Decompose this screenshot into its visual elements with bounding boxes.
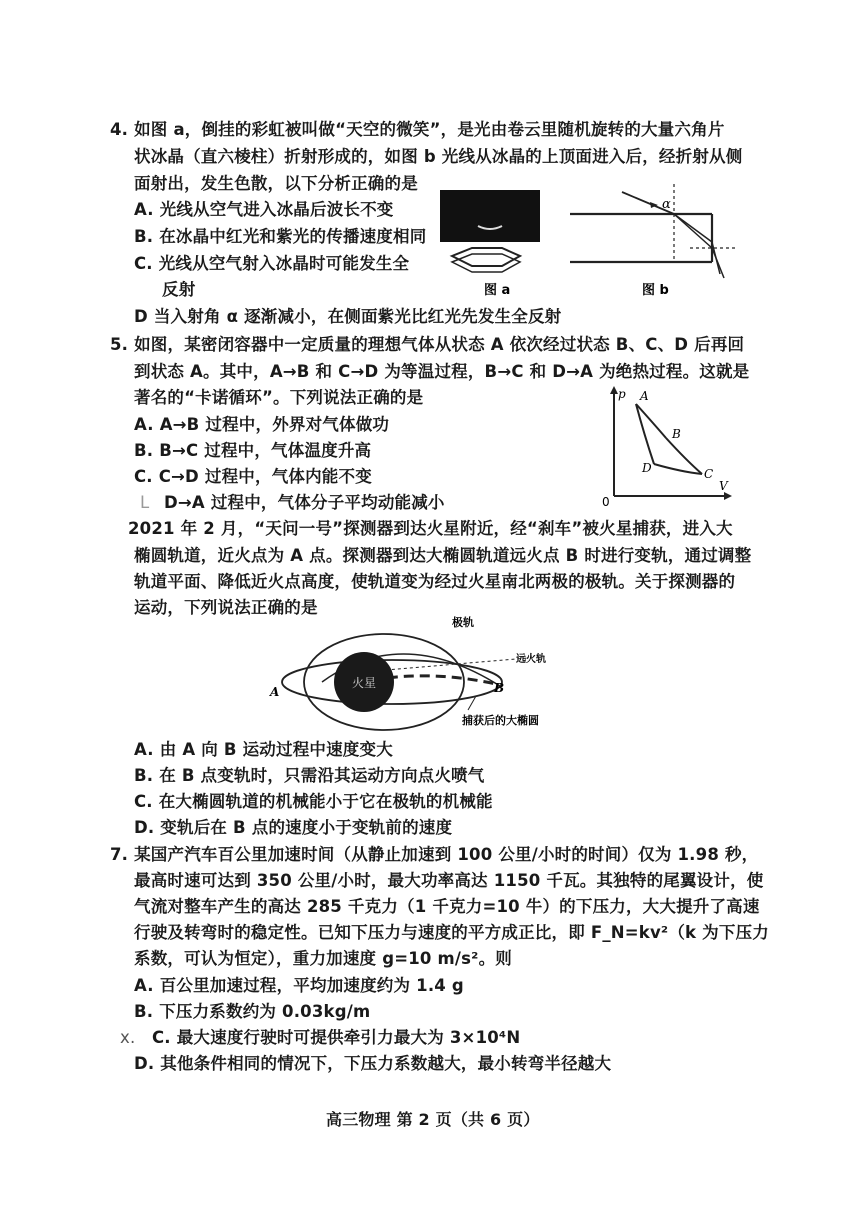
v-axis-label: V: [719, 479, 728, 493]
q6-line-4: 运动，下列说法正确的是: [134, 598, 318, 617]
q7-option-d: D. 其他条件相同的情况下，下压力系数越大，最小转弯半径越大: [134, 1054, 612, 1073]
q4-line-2: 状冰晶（直六棱柱）折射形成的，如图 b 光线从冰晶的上顶面进入后，经折射从侧: [134, 147, 743, 166]
q6-line-2: 椭圆轨道，近火点为 A 点。探测器到达大椭圆轨道远火点 B 时进行变轨，通过调整: [134, 546, 752, 565]
q4-option-c-2: 反射: [162, 280, 196, 299]
point-a-label: A: [640, 389, 649, 403]
figure-a: [438, 186, 548, 302]
mars-label: 火星: [352, 676, 377, 690]
hexagonal-crystal-bottom: [452, 254, 520, 272]
figure-b: [562, 178, 742, 300]
q5-option-c: C. C→D 过程中，气体内能不变: [134, 467, 372, 486]
alpha-label: α: [662, 197, 671, 212]
q5-line-1: 5. 如图，某密闭容器中一定质量的理想气体从状态 A 依次经过状态 B、C、D 后再回: [110, 335, 745, 354]
polar-orbit-label: 极轨: [452, 616, 474, 629]
p-axis-label: p: [618, 387, 626, 401]
refracted-ray-2: [674, 214, 712, 248]
q6-option-c: C. 在大椭圆轨道的机械能小于它在极轨的机械能: [134, 792, 493, 811]
ellipse-label: 捕获后的大椭圆: [462, 714, 539, 727]
q7-line-4: 行驶及转弯时的稳定性。已知下压力与速度的平方成正比，即 F_N=kv²（k 为下压力: [134, 923, 769, 942]
q5-line-3: 著名的“卡诺循环”。下列说法正确的是: [134, 388, 424, 407]
q6-option-d: D. 变轨后在 B 点的速度小于变轨前的速度: [134, 818, 453, 837]
q7-option-c: C. 最大速度行驶时可提供牵引力最大为 3×10⁴N: [152, 1028, 521, 1047]
page-footer: 高三物理 第 2 页（共 6 页）: [326, 1110, 540, 1129]
q7-option-a: A. 百公里加速过程，平均加速度约为 1.4 g: [134, 976, 464, 995]
q6-line-1: 2021 年 2 月，“天问一号”探测器到达火星附近，经“刹车”被火星捕获，进入大: [128, 519, 733, 538]
pv-diagram: [598, 384, 738, 508]
q7-line-1: 7. 某国产汽车百公里加速时间（从静止加速到 100 公里/小时的时间）仅为 1.98 秒，: [110, 845, 759, 864]
point-a-label: A: [270, 685, 280, 699]
exit-ray-2: [712, 248, 724, 278]
q5-option-b: B. B→C 过程中，气体温度升高: [134, 441, 372, 460]
q7-line-5: 系数，可认为恒定），重力加速度 g=10 m/s²。则: [134, 949, 513, 968]
q7-option-c-prefix: ⅹ.: [120, 1028, 136, 1047]
q4-line-1: 4. 如图 a，倒挂的彩虹被叫做“天空的微笑”，是光由卷云里随机旋转的大量六角片: [110, 120, 725, 139]
point-b-label: B: [672, 427, 681, 441]
origin-label: 0: [602, 495, 610, 508]
p-axis-arrow: [610, 386, 618, 394]
q4-option-c-1: C. 光线从空气射入冰晶时可能发生全: [134, 254, 410, 273]
figure-a-label: 图 a: [484, 283, 511, 298]
q4-option-a: A. 光线从空气进入冰晶后波长不变: [134, 200, 394, 219]
q7-line-3: 气流对整车产生的高达 285 千克力（1 千克力=10 牛）的下压力，大大提升了高速: [134, 897, 760, 916]
rainbow-photo: [440, 190, 540, 242]
q7-line-2: 最高时速可达到 350 公里/小时，最大功率高达 1150 千瓦。其独特的尾翼设计，使: [134, 871, 764, 890]
v-axis-arrow: [724, 492, 732, 500]
figure-b-label: 图 b: [642, 283, 669, 298]
q6-option-a: A. 由 A 向 B 运动过程中速度变大: [134, 740, 393, 759]
q4-line-3: 面射出，发生色散，以下分析正确的是: [134, 174, 418, 193]
orbit-diagram: [262, 610, 592, 734]
point-c-label: C: [704, 467, 714, 481]
q5-option-a: A. A→B 过程中，外界对气体做功: [134, 415, 390, 434]
far-orbit-label: 远火轨: [516, 654, 546, 665]
point-b-label: B: [494, 681, 505, 695]
q5-option-d: D→A 过程中，气体分子平均动能减小: [164, 493, 445, 512]
q6-option-b: B. 在 B 点变轨时，只需沿其运动方向点火喷气: [134, 766, 485, 785]
q5-option-d-prefix: L: [140, 493, 150, 512]
q4-option-d: D 当入射角 α 逐渐减小，在侧面紫光比红光先发生全反射: [134, 307, 562, 326]
q6-line-3: 轨道平面、降低近火点高度，使轨道变为经过火星南北两极的极轨。关于探测器的: [134, 572, 736, 591]
q7-option-b: B. 下压力系数约为 0.03kg/m: [134, 1002, 371, 1021]
curve-c-d: [654, 464, 702, 474]
point-d-label: D: [642, 461, 652, 475]
q4-option-b: B. 在冰晶中红光和紫光的传播速度相同: [134, 227, 427, 246]
q5-line-2: 到状态 A。其中，A→B 和 C→D 为等温过程，B→C 和 D→A 为绝热过程。这就是: [134, 362, 750, 381]
